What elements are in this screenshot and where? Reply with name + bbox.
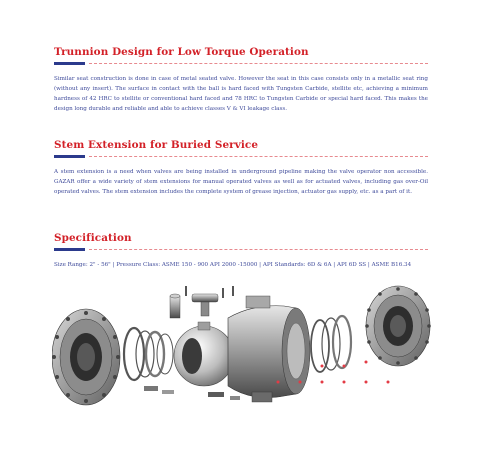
right-end-flange xyxy=(365,286,431,366)
section-heading: Specification xyxy=(54,232,132,244)
left-end-flange xyxy=(52,309,120,405)
specification-line: Size Range: 2" - 56" | Pressure Class: ASME 150 - 900 API 2000 -15000 | API Standards: 6D & 6A | API 6D SS | ASME B16.34 xyxy=(54,262,412,268)
section-heading: Stem Extension for Buried Service xyxy=(54,139,259,151)
section-specification xyxy=(54,232,428,270)
section-heading: Trunnion Design for Low Torque Operation xyxy=(54,46,309,58)
section-divider xyxy=(54,62,428,66)
right-seal-rings xyxy=(311,316,351,372)
bolts-and-hardware xyxy=(144,386,240,400)
section-divider xyxy=(54,155,428,159)
valve-ball xyxy=(174,322,234,386)
section-body: Similar seat construction is done in case of metal seated valve. However the seat in this case consists only in a metallic seat ring (without any insert). The surface in contact with the ball is hard faced with Tungsten Carbide, stellite etc, achieving a minimum hardness of 42 HRC to stellite or conventional hard faced and 78 HRC to Tungsten Carbide or special hard faced. This makes the design long durable and reliable and able to achieve classes V & VI leakage class. xyxy=(54,76,428,112)
exploded-valve-illustration xyxy=(52,282,432,412)
section-body: A stem extension is a need when valves are being installed in underground pipeline making the valve operator non accessible. GAZAR offer a wide variety of stem extensions for manual operated valves as well as for actuated valves, including gas over-Oil operated valves. The stem extension includes the complete system of grease injection, actuator gas supply, etc. as a part of it. xyxy=(54,169,428,195)
left-seal-rings xyxy=(124,328,173,380)
section-stem-extension xyxy=(54,139,428,197)
section-divider xyxy=(54,248,428,252)
valve-body xyxy=(228,296,310,402)
stem-and-bonnet xyxy=(170,286,234,318)
section-trunnion-design xyxy=(54,46,428,114)
